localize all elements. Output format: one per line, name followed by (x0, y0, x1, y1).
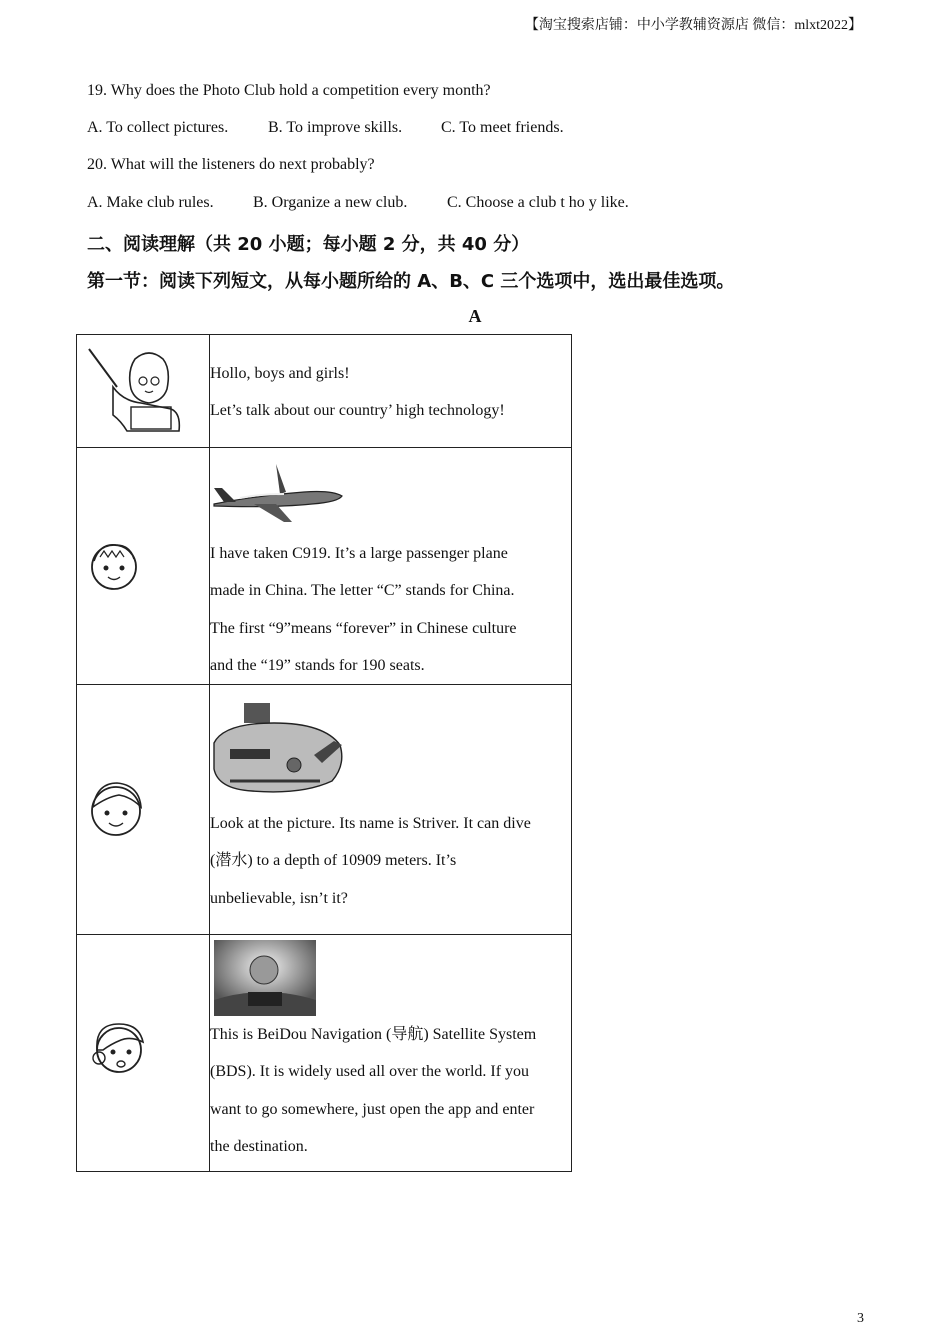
q19-option-a: A. To collect pictures. (87, 119, 229, 136)
speech-line: Hollo, boys and girls! (210, 365, 350, 382)
speech-line: the destination. (210, 1138, 308, 1156)
speech-line: Look at the picture. Its name is Striver. It can dive (210, 815, 531, 833)
table-row (77, 935, 572, 1172)
table-row (77, 335, 572, 448)
boy-icon (87, 779, 145, 839)
page-number: 3 (857, 1311, 864, 1326)
speech-line: This is BeiDou Navigation (导航) Satellite System (210, 1026, 537, 1044)
speech-line: (BDS). It is widely used all over the world. If you (210, 1063, 530, 1081)
table-row (77, 448, 572, 685)
speech-cell (210, 448, 572, 685)
question-19-stem: 19. Why does the Photo Club hold a competition every month? (87, 82, 491, 99)
speech-line: I have taken C919. It’s a large passenger plane (210, 545, 508, 562)
passage-table (76, 334, 572, 1172)
q19-option-c: C. To meet friends. (441, 119, 564, 136)
section-title: 二、阅读理解（共 20 小题；每小题 2 分，共 40 分） (87, 234, 530, 255)
speech-line: (潜水) to a depth of 10909 meters. It’s (210, 852, 457, 870)
speech-cell (210, 685, 572, 935)
passage-label: A (468, 306, 482, 326)
boy-icon (86, 539, 142, 591)
speech-line: want to go somewhere, just open the app and enter (210, 1100, 535, 1118)
speaker-cell (77, 335, 210, 448)
speech-line: made in China. The letter “C” stands for China. (210, 582, 515, 600)
header-store-note: 【淘宝搜索店铺：中小学教辅资源店 微信：mlxt2022】 (524, 18, 862, 33)
girl-icon (89, 1018, 145, 1080)
speech-line: and the “19” stands for 190 seats. (210, 656, 425, 674)
speaker-cell (77, 935, 210, 1172)
speaker-cell (77, 685, 210, 935)
speech-line: unbelievable, isn’t it? (210, 889, 348, 907)
q20-option-b: B. Organize a new club. (253, 194, 408, 211)
striver-submersible-image (210, 699, 350, 805)
q20-option-a: A. Make club rules. (87, 194, 214, 211)
q20-option-c: C. Choose a club t ho y like. (447, 194, 629, 211)
table-row (77, 685, 572, 935)
speech-line: The first “9”means “forever” in Chinese culture (210, 619, 517, 637)
speech-cell (210, 335, 572, 448)
c919-plane-image (210, 460, 345, 530)
teacher-icon (87, 345, 187, 437)
beidou-satellite-image (214, 940, 316, 1016)
q19-option-b: B. To improve skills. (268, 119, 403, 136)
speech-cell (210, 935, 572, 1172)
question-20-stem: 20. What will the listeners do next probably? (87, 156, 375, 173)
section-instruction: 第一节：阅读下列短文，从每小题所给的 A、B、C 三个选项中，选出最佳选项。 (87, 271, 735, 292)
speaker-cell (77, 448, 210, 685)
speech-line: Let’s talk about our country’ high technology! (210, 402, 505, 420)
